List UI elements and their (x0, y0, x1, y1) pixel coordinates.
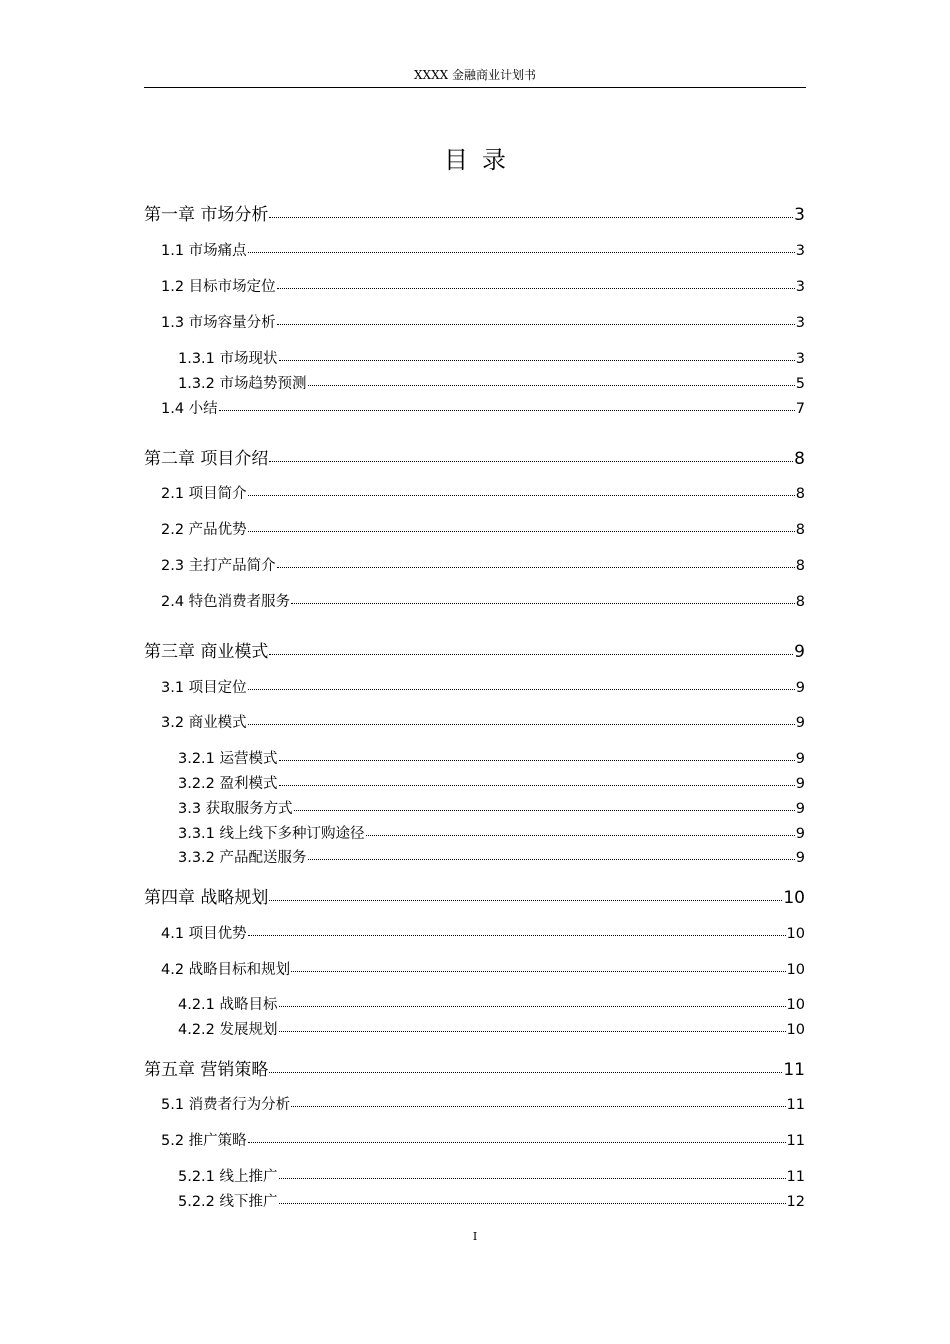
toc-entry-label: 4.2 战略目标和规划 (161, 962, 291, 978)
toc-entry-5-1[interactable] (161, 1093, 805, 1114)
toc-entry-chapter-2[interactable] (144, 444, 805, 469)
toc-entry-page: 10 (786, 962, 805, 978)
toc-entry-1-3-1[interactable] (178, 347, 805, 368)
toc-entry-2-4[interactable] (161, 590, 805, 611)
toc-entry-label: 1.2 目标市场定位 (161, 279, 276, 295)
toc-entry-1-1[interactable] (161, 239, 805, 260)
toc-entry-page: 9 (795, 826, 805, 842)
toc-leader (279, 360, 795, 361)
toc-entry-label: 3.3.1 线上线下多种订购途径 (178, 826, 365, 842)
toc-entry-page: 3 (795, 351, 805, 367)
toc-entry-page: 11 (786, 1097, 805, 1113)
toc-entry-label: 5.2.1 线上推广 (178, 1169, 278, 1185)
toc-entry-page: 10 (786, 997, 805, 1013)
toc-entry-label: 2.3 主打产品简介 (161, 558, 276, 574)
toc-entry-3-1[interactable] (161, 676, 805, 697)
toc-entry-page: 11 (783, 1060, 805, 1080)
toc-leader (248, 689, 795, 690)
toc-entry-label: 4.2.2 发展规划 (178, 1022, 278, 1038)
toc-entry-4-2-1[interactable] (178, 993, 805, 1014)
toc-entry-page: 7 (795, 401, 805, 417)
toc-leader (291, 971, 785, 972)
page-number: I (472, 1230, 478, 1243)
toc-entry-page: 3 (794, 205, 805, 225)
toc-leader (279, 1006, 786, 1007)
toc-leader (269, 1072, 782, 1073)
toc-entry-4-2-2[interactable] (178, 1018, 805, 1039)
toc-leader (366, 835, 795, 836)
toc-entry-page: 9 (795, 715, 805, 731)
toc-entry-label: 5.2.2 线下推广 (178, 1194, 278, 1210)
toc-title: 目录 (444, 146, 520, 174)
toc-entry-page: 8 (795, 594, 805, 610)
toc-entry-label: 1.3 市场容量分析 (161, 315, 276, 331)
toc-entry-page: 11 (786, 1169, 805, 1185)
toc-leader (279, 760, 795, 761)
toc-entry-label: 第一章 市场分析 (144, 205, 269, 225)
toc-entry-page: 9 (795, 776, 805, 792)
toc-entry-4-1[interactable] (161, 922, 805, 943)
toc-leader (248, 495, 795, 496)
toc-entry-2-3[interactable] (161, 554, 805, 575)
toc-entry-5-2-2[interactable] (178, 1190, 805, 1211)
toc-entry-label: 第三章 商业模式 (144, 642, 269, 662)
toc-leader (308, 859, 795, 860)
toc-entry-4-2[interactable] (161, 958, 805, 979)
toc-entry-chapter-5[interactable] (144, 1055, 805, 1080)
toc-entry-3-2-1[interactable] (178, 747, 805, 768)
toc-entry-label: 1.4 小结 (161, 401, 218, 417)
toc-entry-label: 3.3.2 产品配送服务 (178, 850, 307, 866)
toc-entry-5-2-1[interactable] (178, 1165, 805, 1186)
toc-entry-page: 9 (795, 751, 805, 767)
toc-leader (279, 1203, 786, 1204)
toc-entry-page: 9 (794, 642, 805, 662)
toc-entry-page: 3 (795, 315, 805, 331)
toc-entry-chapter-4[interactable] (144, 883, 805, 908)
toc-entry-label: 3.2 商业模式 (161, 715, 247, 731)
toc-leader (248, 1142, 786, 1143)
toc-entry-page: 5 (795, 376, 805, 392)
toc-entry-label: 1.3.1 市场现状 (178, 351, 278, 367)
toc-entry-label: 3.3 获取服务方式 (178, 801, 293, 817)
toc-leader (308, 385, 795, 386)
toc-entry-label: 5.1 消费者行为分析 (161, 1097, 291, 1113)
toc-leader (269, 217, 793, 218)
toc-leader (277, 567, 795, 568)
toc-entry-1-4[interactable] (161, 397, 805, 418)
toc-entry-label: 第五章 营销策略 (144, 1060, 269, 1080)
toc-entry-page: 8 (795, 558, 805, 574)
toc-entry-page: 8 (795, 486, 805, 502)
toc-entry-label: 1.3.2 市场趋势预测 (178, 376, 307, 392)
toc-entry-2-1[interactable] (161, 482, 805, 503)
toc-entry-1-3-2[interactable] (178, 372, 805, 393)
toc-entry-page: 10 (783, 888, 805, 908)
toc-leader (291, 603, 795, 604)
toc-leader (294, 810, 795, 811)
toc-leader (269, 654, 793, 655)
toc-entry-3-2-2[interactable] (178, 772, 805, 793)
toc-entry-page: 10 (786, 1022, 805, 1038)
running-header: XXXX 金融商业计划书 (414, 68, 536, 82)
toc-entry-label: 3.2.1 运营模式 (178, 751, 278, 767)
toc-leader (279, 1178, 786, 1179)
toc-leader (269, 900, 782, 901)
toc-entry-page: 3 (795, 279, 805, 295)
toc-entry-chapter-1[interactable] (144, 200, 805, 225)
header-rule (144, 87, 806, 88)
toc-leader (269, 461, 793, 462)
toc-leader (277, 324, 795, 325)
toc-entry-label: 5.2 推广策略 (161, 1133, 247, 1149)
toc-entry-label: 4.1 项目优势 (161, 926, 247, 942)
toc-leader (279, 1031, 786, 1032)
toc-leader (291, 1106, 785, 1107)
toc-entry-label: 4.2.1 战略目标 (178, 997, 278, 1013)
toc-entry-page: 9 (795, 680, 805, 696)
toc-leader (248, 252, 795, 253)
toc-entry-page: 9 (795, 850, 805, 866)
toc-entry-2-2[interactable] (161, 518, 805, 539)
toc-entry-3-2[interactable] (161, 711, 805, 732)
toc-entry-page: 8 (795, 522, 805, 538)
toc-entry-chapter-3[interactable] (144, 637, 805, 662)
toc-entry-label: 3.1 项目定位 (161, 680, 247, 696)
toc-leader (277, 288, 795, 289)
toc-entry-label: 1.1 市场痛点 (161, 243, 247, 259)
toc-entry-page: 11 (786, 1133, 805, 1149)
toc-entry-1-3[interactable] (161, 311, 805, 332)
toc-leader (248, 531, 795, 532)
toc-entry-page: 8 (794, 449, 805, 469)
toc-entry-3-3[interactable] (178, 797, 805, 818)
toc-leader (248, 724, 795, 725)
toc-leader (248, 935, 786, 936)
toc-entry-label: 2.2 产品优势 (161, 522, 247, 538)
toc-leader (219, 410, 795, 411)
toc-entry-label: 3.2.2 盈利模式 (178, 776, 278, 792)
toc-entry-3-3-2[interactable] (178, 846, 805, 867)
toc-entry-page: 12 (786, 1194, 805, 1210)
toc-leader (279, 785, 795, 786)
toc-entry-page: 9 (795, 801, 805, 817)
toc-entry-label: 2.4 特色消费者服务 (161, 594, 291, 610)
toc-entry-3-3-1[interactable] (178, 822, 805, 843)
toc-entry-5-2[interactable] (161, 1129, 805, 1150)
toc-entry-label: 第二章 项目介绍 (144, 449, 269, 469)
toc-entry-page: 10 (786, 926, 805, 942)
toc-entry-label: 第四章 战略规划 (144, 888, 269, 908)
toc-entry-label: 2.1 项目简介 (161, 486, 247, 502)
toc-entry-1-2[interactable] (161, 275, 805, 296)
toc-entry-page: 3 (795, 243, 805, 259)
